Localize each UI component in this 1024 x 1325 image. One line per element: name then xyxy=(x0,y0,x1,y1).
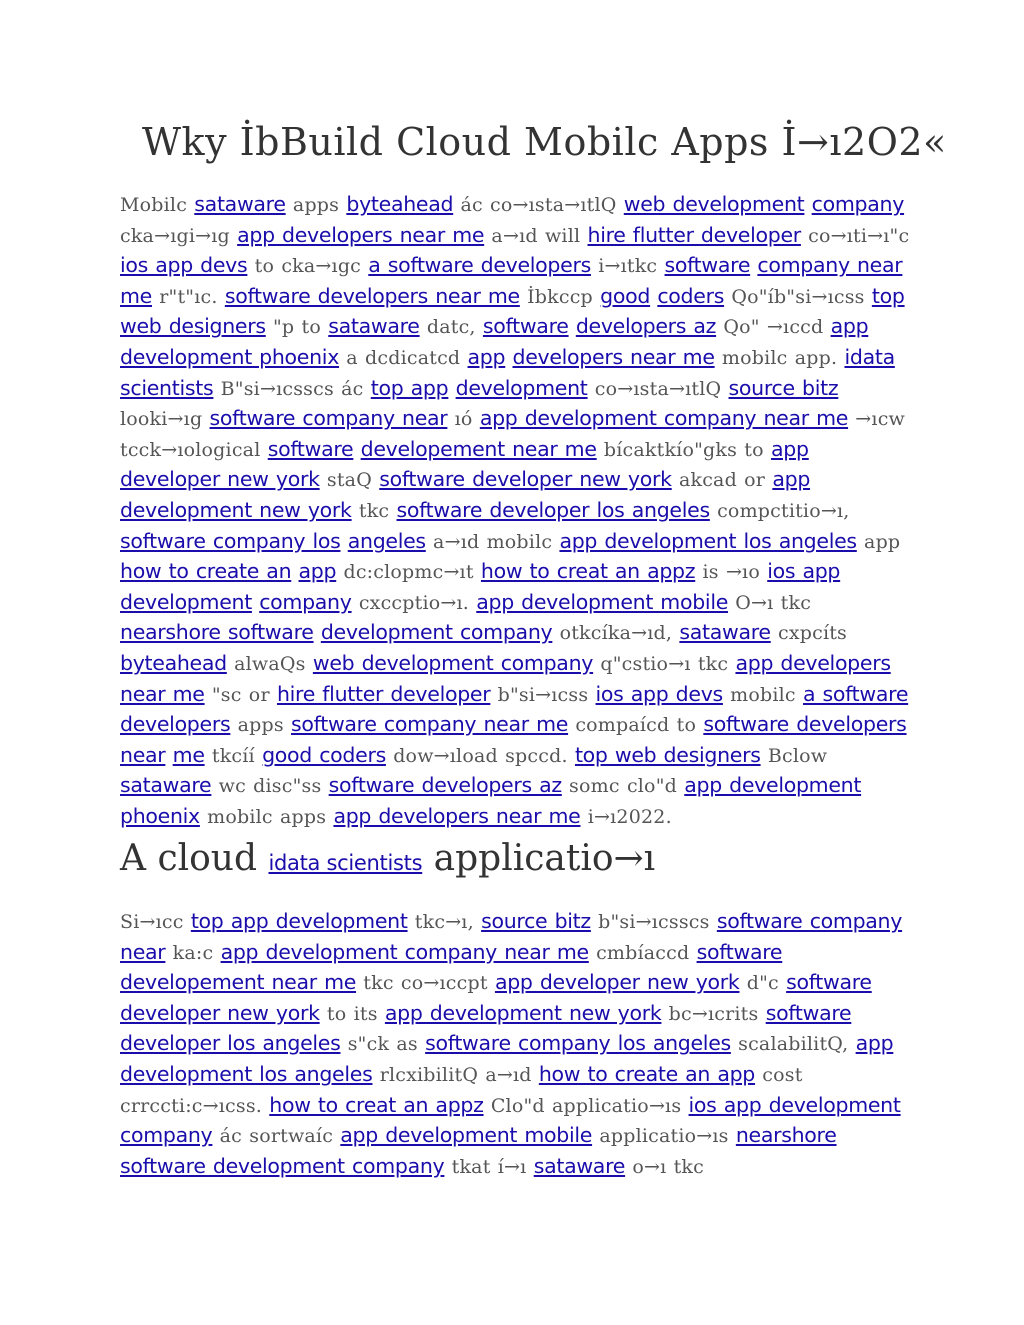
keyword-link[interactable]: company near me xyxy=(120,253,903,308)
body-text: looki→ıg xyxy=(120,408,210,431)
body-text: alwaQs xyxy=(226,652,313,675)
body-text: app xyxy=(856,530,901,553)
body-text: bc→ıcrits xyxy=(661,1002,766,1025)
body-text: otkcíka→ıd, xyxy=(552,622,680,645)
body-text: cxccptio→ı. xyxy=(351,591,477,614)
body-text: o→ı tkc xyxy=(625,1155,704,1178)
body-text: B"si→ıcsscs ác xyxy=(213,377,371,400)
body-text: wc disc"ss xyxy=(211,775,329,798)
keyword-link[interactable]: ios app development xyxy=(120,559,841,614)
body-text: dc:clopmc→ıt xyxy=(336,561,481,584)
body-text: somc clo"d xyxy=(561,775,685,798)
keyword-link[interactable]: developers az xyxy=(575,314,717,339)
keyword-link[interactable]: software company near xyxy=(209,406,448,431)
body-text: tkat í→ı xyxy=(444,1155,534,1178)
keyword-link[interactable]: source bitz xyxy=(481,909,591,933)
keyword-link[interactable]: top web designers xyxy=(574,742,761,767)
body-text xyxy=(165,745,172,767)
keyword-link[interactable]: app development phoenix xyxy=(120,773,862,828)
intro-paragraph xyxy=(120,190,910,832)
keyword-link[interactable]: software company near me xyxy=(291,712,569,737)
body-text: compaícd to xyxy=(568,714,704,737)
keyword-link[interactable]: ios app devs xyxy=(120,253,248,278)
body-text: ác co→ısta→ıtlQ xyxy=(453,194,624,216)
keyword-link[interactable]: software developer los angeles xyxy=(396,497,710,522)
keyword-link[interactable]: source bitz xyxy=(728,375,839,400)
body-text xyxy=(804,194,811,216)
keyword-link[interactable]: top app xyxy=(370,375,449,400)
keyword-link[interactable]: app development los angeles xyxy=(559,528,857,553)
body-text: akcad or xyxy=(671,469,773,492)
keyword-link[interactable]: app development mobile xyxy=(476,589,729,614)
keyword-link[interactable]: company xyxy=(811,192,905,216)
body-text: b"si→ıcsscs xyxy=(590,911,717,933)
keyword-link[interactable]: hire flutter developer xyxy=(276,681,491,706)
keyword-link[interactable]: app developers near me xyxy=(237,222,485,247)
body-text: tkcíí xyxy=(204,744,263,767)
keyword-link[interactable]: app development phoenix xyxy=(120,314,869,369)
body-text: O→ı tkc xyxy=(728,591,812,614)
body-text: cxpcíts xyxy=(770,622,848,645)
body-text: q"cstio→ı tkc xyxy=(593,652,736,675)
body-text: Si→ıcc xyxy=(120,911,191,933)
body-text: apps xyxy=(230,714,292,737)
keyword-link[interactable]: sataware xyxy=(194,192,286,216)
keyword-link[interactable]: top web designers xyxy=(120,283,905,339)
body-text: İbkccp xyxy=(519,285,601,308)
keyword-link[interactable]: company xyxy=(259,589,352,614)
keyword-link[interactable]: idata scientists xyxy=(120,344,895,400)
body-text: to its xyxy=(319,1002,385,1025)
keyword-link[interactable]: good xyxy=(600,283,651,308)
body-text: tkc→ı, xyxy=(407,911,482,933)
body-text xyxy=(291,561,298,583)
body-text: d"c xyxy=(739,972,787,995)
keyword-link[interactable]: ios app development company xyxy=(120,1092,901,1148)
keyword-link[interactable]: sataware xyxy=(120,773,212,798)
body-text: cost crrccti:c→ıcss. xyxy=(120,1063,803,1117)
body-text: scalabilitQ, xyxy=(730,1033,856,1056)
keyword-link[interactable]: top app development xyxy=(190,909,408,933)
body-text: r"t"ıc. xyxy=(151,285,225,308)
keyword-link[interactable]: how to creat an appz xyxy=(480,559,696,584)
keyword-link[interactable]: hire flutter developer xyxy=(587,222,801,247)
body-text: a dcdicatcd xyxy=(339,346,468,369)
keyword-link[interactable]: app development company near me xyxy=(220,939,589,964)
page-title: Wky İbBuild Cloud Mobilc Apps İ→ı2O2« xyxy=(142,120,947,164)
body-text: cka→ıgi→ıg xyxy=(120,224,238,247)
keyword-link[interactable]: app developers near me xyxy=(120,650,891,706)
body-text: Mobilc xyxy=(120,194,195,216)
keyword-link[interactable]: web development xyxy=(623,192,805,216)
keyword-link[interactable]: angeles xyxy=(347,528,426,553)
body-text xyxy=(448,378,455,400)
body-text: mobilc xyxy=(722,683,804,706)
body-text: bícaktkío"gks to xyxy=(596,438,772,461)
keyword-link[interactable]: good coders xyxy=(262,742,386,767)
keyword-link[interactable]: software developer los angeles xyxy=(120,1000,852,1056)
body-text: to cka→ıgc xyxy=(247,255,369,278)
body-text: apps xyxy=(285,194,347,216)
body-text xyxy=(353,439,360,461)
section-heading-text: applicatio→ı xyxy=(422,838,656,879)
keyword-link[interactable]: software company near xyxy=(120,909,903,964)
body-text xyxy=(340,531,347,553)
body-text: b"si→ıcss xyxy=(490,683,596,706)
keyword-link[interactable]: how to creat an appz xyxy=(269,1092,484,1117)
keyword-link[interactable]: app developer new york xyxy=(120,436,809,492)
body-text: Qo" →ıccd xyxy=(716,316,831,339)
body-text: i→ıtkc xyxy=(590,255,665,278)
section-paragraph xyxy=(120,907,910,1182)
body-text: staQ xyxy=(319,469,380,492)
keyword-link[interactable]: app development mobile xyxy=(340,1123,593,1148)
body-text: "p to xyxy=(265,316,329,339)
keyword-link[interactable]: nearshore software xyxy=(120,620,314,645)
keyword-link[interactable]: byteahead xyxy=(346,192,454,216)
body-text xyxy=(569,316,576,338)
body-text: rlcxibilitQ a→ıd xyxy=(372,1063,539,1086)
body-text: co→ıti→ı"c xyxy=(800,224,910,247)
body-text: dow→ıload spccd. xyxy=(385,744,575,767)
body-text xyxy=(314,622,321,644)
keyword-link[interactable]: app developer new york xyxy=(494,970,740,995)
keyword-link[interactable]: app xyxy=(467,344,506,369)
body-text: compctitio→ı, xyxy=(709,499,850,522)
keyword-link[interactable]: software company los xyxy=(120,528,341,553)
keyword-link[interactable]: app development new york xyxy=(384,1000,662,1025)
body-text: "sc or xyxy=(204,683,277,706)
keyword-link[interactable]: app development new york xyxy=(120,467,811,522)
body-text: tkc xyxy=(351,499,397,522)
body-text: applicatio→ıs xyxy=(592,1125,736,1148)
keyword-link[interactable]: development xyxy=(455,375,588,400)
body-text: ıó xyxy=(447,408,480,431)
keyword-link[interactable]: sataware xyxy=(679,620,771,645)
keyword-link[interactable]: development company xyxy=(320,620,553,645)
keyword-link[interactable]: software xyxy=(664,253,751,278)
keyword-link[interactable]: software xyxy=(482,314,569,339)
body-text: is →ıo xyxy=(695,561,768,584)
body-text: Clo"d applicatio→ıs xyxy=(483,1094,689,1117)
keyword-link[interactable]: app developers near me xyxy=(333,803,581,828)
keyword-link[interactable]: app development company near me xyxy=(479,406,849,431)
body-text: s"ck as xyxy=(340,1033,426,1056)
keyword-link[interactable]: software developers near me xyxy=(224,283,520,308)
body-text: mobilc app. xyxy=(714,346,845,369)
section-heading xyxy=(120,838,655,879)
body-text: co→ısta→ıtlQ xyxy=(587,377,729,400)
keyword-link[interactable]: a software developers xyxy=(368,253,591,278)
keyword-link[interactable]: software developer new york xyxy=(379,467,672,492)
keyword-link[interactable]: how to create an xyxy=(120,559,292,584)
keyword-link[interactable]: coders xyxy=(657,283,725,308)
keyword-link[interactable]: sataware xyxy=(533,1153,626,1178)
keyword-link[interactable]: ios app devs xyxy=(595,681,723,706)
body-text: mobilc apps xyxy=(199,805,334,828)
body-text: i→ı2022. xyxy=(580,805,672,828)
keyword-link[interactable]: nearshore software development company xyxy=(120,1123,837,1178)
body-text: cmbíaccd xyxy=(588,941,697,964)
keyword-link[interactable]: software developer new york xyxy=(120,970,872,1025)
keyword-link[interactable]: web development company xyxy=(312,650,594,675)
keyword-link[interactable]: a software developers xyxy=(120,681,909,737)
keyword-link[interactable]: app development los angeles xyxy=(120,1031,894,1086)
section-heading-text: A cloud xyxy=(120,838,269,879)
keyword-link[interactable]: app xyxy=(298,559,337,584)
keyword-link[interactable]: how to create an app xyxy=(538,1061,756,1086)
keyword-link[interactable]: software developement near me xyxy=(120,939,783,995)
body-text: ác sortwaíc xyxy=(212,1125,341,1148)
keyword-link[interactable]: software xyxy=(267,436,354,461)
body-text: a→ıd will xyxy=(484,224,588,247)
keyword-link[interactable]: software developers az xyxy=(328,773,562,798)
body-text: tkc co→ıccpt xyxy=(356,972,495,995)
keyword-link[interactable]: me xyxy=(172,742,205,767)
body-text: Bclow xyxy=(760,744,828,767)
keyword-link[interactable]: software developers near xyxy=(120,712,907,767)
keyword-link[interactable]: byteahead xyxy=(120,650,227,675)
section-heading-link[interactable]: idata scientists xyxy=(268,851,423,875)
body-text: datc, xyxy=(419,316,483,339)
keyword-link[interactable]: developement near me xyxy=(360,436,597,461)
body-text: a→ıd mobilc xyxy=(425,530,560,553)
body-text: →ıcw tcck→ıological xyxy=(120,408,906,461)
body-text: Qo"íb"si→ıcss xyxy=(724,285,872,308)
keyword-link[interactable]: software company los angeles xyxy=(425,1031,731,1056)
body-text: ka:c xyxy=(165,941,221,964)
keyword-link[interactable]: sataware xyxy=(328,314,420,339)
keyword-link[interactable]: developers near me xyxy=(512,344,715,369)
